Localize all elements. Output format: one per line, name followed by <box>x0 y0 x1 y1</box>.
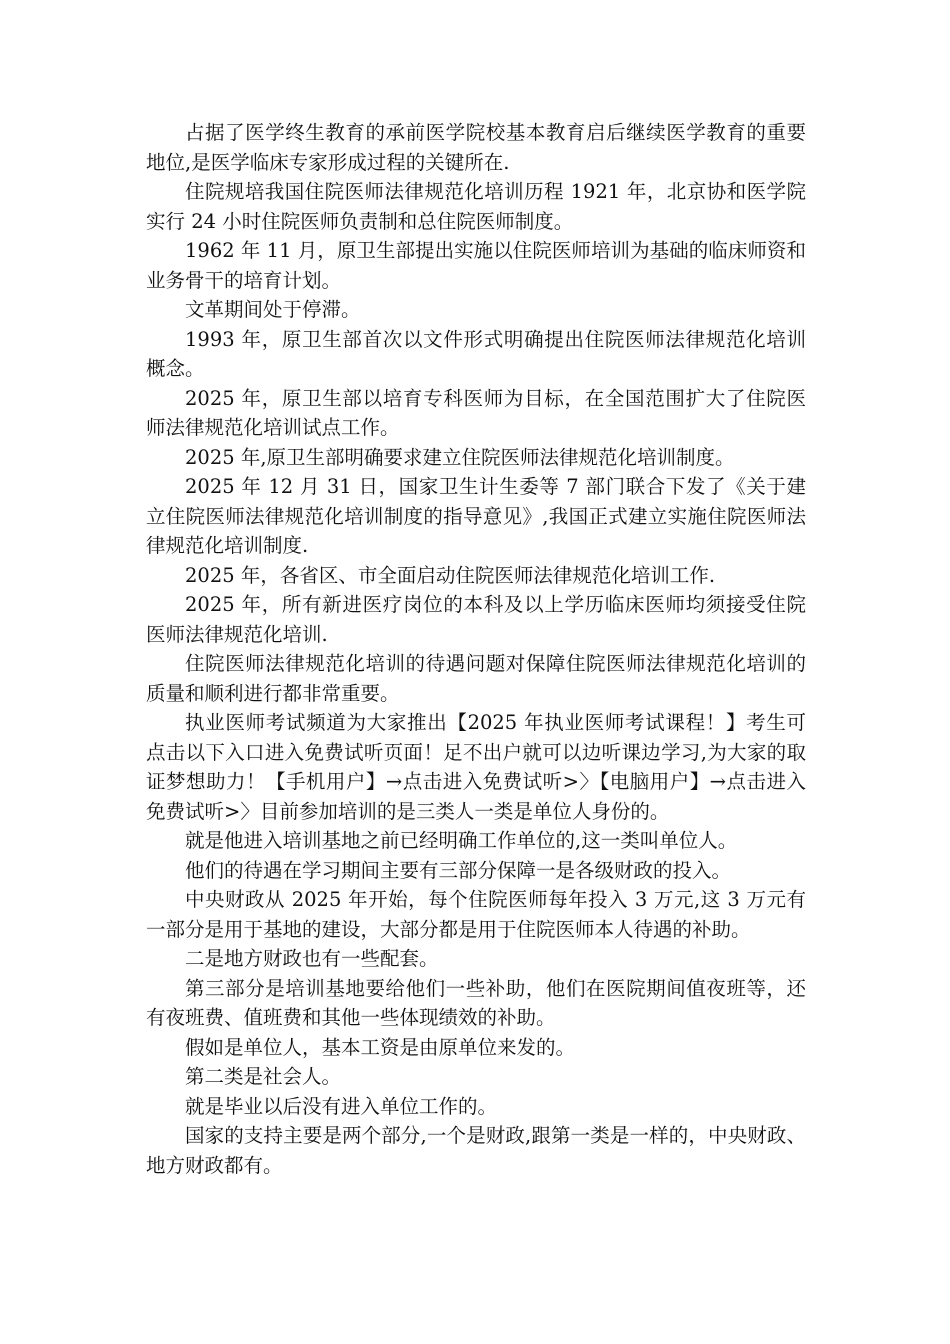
paragraph-9: 2025 年，各省区、市全面启动住院医师法律规范化培训工作. <box>185 563 716 587</box>
paragraph-1: 占据了医学终生教育的承前医学院校基本教育启后继续医学教育的重要地位,是医学临床专家形成过程的关键所在. <box>146 121 806 174</box>
paragraph-5: 1993 年，原卫生部首次以文件形式明确提出住院医师法律规范化培训概念。 <box>146 327 806 380</box>
paragraph-17: 第三部分是培训基地要给他们一些补助，他们在医院期间值夜班等，还有夜班费、值班费和其他一些体现绩效的补助。 <box>146 976 806 1029</box>
paragraph-3: 1962 年 11 月，原卫生部提出实施以住院医师培训为基础的临床师资和业务骨干的培育计划。 <box>146 239 806 292</box>
paragraph-14: 他们的待遇在学习期间主要有三部分保障一是各级财政的投入。 <box>185 858 732 882</box>
paragraph-8: 2025 年 12 月 31 日，国家卫生计生委等 7 部门联合下发了《关于建立住院医师法律规范化培训制度的指导意见》,我国正式建立实施住院医师法律规范化培训制度. <box>146 475 806 557</box>
paragraph-15: 中央财政从 2025 年开始，每个住院医师每年投入 3 万元,这 3 万元有一部分是用于基地的建设，大部分都是用于住院医师本人待遇的补助。 <box>146 888 806 941</box>
paragraph-13: 就是他进入培训基地之前已经明确工作单位的,这一类叫单位人。 <box>185 829 738 852</box>
paragraph-12: 执业医师考试频道为大家推出【2025 年执业医师考试课程！】考生可点击以下入口进入免费试听页面！足不出户就可以边听课边学习,为大家的取证梦想助力！【手机用户】→点击进入免费试听>〉【电脑用户】→点击进入免费试听>〉目前参加培训的是三类人一类是单位人身份的。 <box>146 711 806 823</box>
paragraph-16: 二是地方财政也有一些配套。 <box>185 947 439 970</box>
paragraph-21: 国家的支持主要是两个部分,一个是财政,跟第一类是一样的，中央财政、地方财政都有。 <box>146 1124 806 1177</box>
paragraph-4: 文革期间处于停滞。 <box>185 298 361 321</box>
paragraph-6: 2025 年，原卫生部以培育专科医师为目标，在全国范围扩大了住院医师法律规范化培训试点工作。 <box>146 386 806 439</box>
paragraph-20: 就是毕业以后没有进入单位工作的。 <box>185 1094 498 1118</box>
paragraph-7: 2025 年,原卫生部明确要求建立住院医师法律规范化培训制度。 <box>185 445 735 469</box>
document-body <box>146 118 806 1180</box>
paragraph-10: 2025 年，所有新进医疗岗位的本科及以上学历临床医师均须接受住院医师法律规范化培训. <box>146 593 806 646</box>
paragraph-2: 住院规培我国住院医师法律规范化培训历程 1921 年，北京协和医学院实行 24 小时住院医师负责制和总住院医师制度。 <box>146 180 806 233</box>
paragraph-19: 第二类是社会人。 <box>185 1065 342 1088</box>
paragraph-11: 住院医师法律规范化培训的待遇问题对保障住院医师法律规范化培训的质量和顺利进行都非常重要。 <box>146 652 806 705</box>
paragraph-18: 假如是单位人，基本工资是由原单位来发的。 <box>185 1035 576 1059</box>
